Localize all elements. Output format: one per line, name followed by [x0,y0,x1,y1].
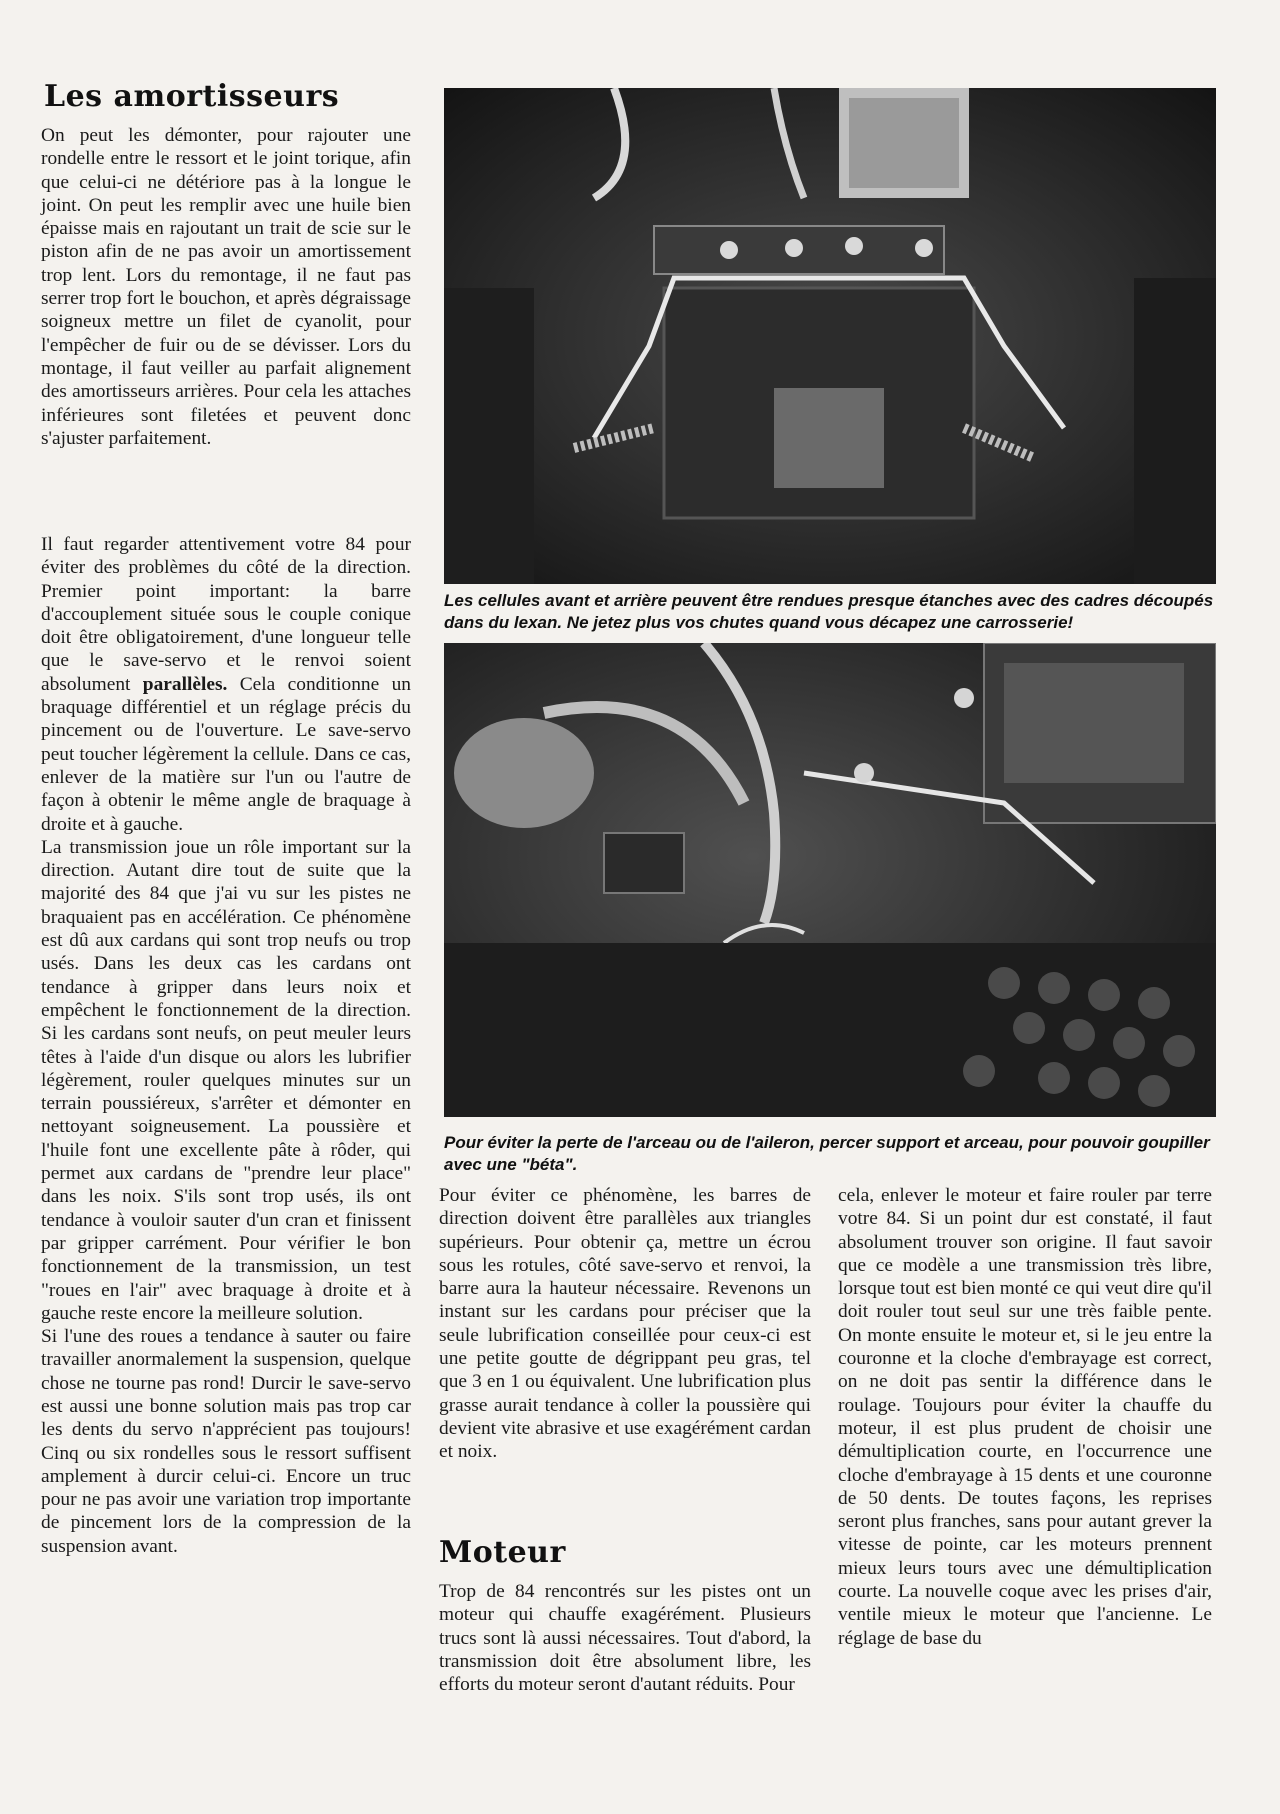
direction-p1-bold: parallèles. [142,673,228,695]
right-column-text: cela, enlever le moteur et faire rouler par terre votre 84. Si un point dur est constaté, il faut absolument trouver son origine. Il faut savoir que ce modèle a une transmission très libre, lorsque tout est bien monté ce qui veut dire qu'il doit rouler tout seul sur une très faible pente. On monte ensuite le moteur et, si le jeu entre la couronne et la cloche d'embrayage est correct, on ne doit pas sentir la différence dans le roulage. Toujours pour éviter la chauffe du moteur, il est plus prudent de choisir une démultiplication courte, en l'occurrence une cloche d'embrayage à 15 dents et une couronne de 50 dents. De toutes façons, les reprises seront plus franches, sans pour autant grever la vitesse de pointe, car les moteurs prennent mieux leurs tours avec une démultiplication courte. La nouvelle coque avec les prises d'air, ventile mieux le moteur que l'ancienne. Le réglage de base du [838,1185,1212,1649]
photo-bottom-image [444,643,1216,1117]
photo-top [444,88,1216,584]
direction-p1-text-end: Cela conditionne un braquage différentiel et un réglage précis du pincement ou de l'ouverture. Le save-servo peut toucher légèrement la cellule. Dans ce cas, enlever de la matière sur l'un ou l'autre de façon à obtenir le même angle de braquage à droite et à gauche. [41,673,411,835]
middle-column-text: Pour éviter ce phénomène, les barres de direction doivent être parallèles aux triangles supérieurs. Pour obtenir ça, mettre un écrou sous les rotules, côté save-servo et renvoi, la barre aura la hauteur nécessaire. Revenons un instant sur les cardans pour préciser que la seule lubrification conseillée pour ceux-ci est une petite goutte de dégrippant peu gras, tel que 3 en 1 ou équivalent. Une lubrification plus grasse aurait tendance à coller la poussière qui devient vite abrasive et use exagérément cardan et noix. [439,1185,811,1463]
amortisseurs-paragraph [41,124,411,450]
direction-p1-text: Il faut regarder attentivement votre 84 pour éviter des problèmes du côté de la direction. Premier point important: la barre d'accouplement située sous le couple conique doit être obligatoirement, d'une longueur telle que le save-servo et le renvoi soient absolument [41,534,411,695]
amortisseurs-text: On peut les démonter, pour rajouter une rondelle entre le ressort et le joint torique, afin que celui-ci ne détériore pas à la longue le joint. On peut les remplir avec une huile bien épaisse mais en rajoutant un trait de scie sur le piston afin de ne pas avoir un amortissement trop lent. Lors du remontage, il ne faut pas serrer trop fort le bouchon, et après dégraissage soigneux mettre un filet de cyanolit, pour l'empêcher de fuir ou de se dévisser. Lors du montage, il faut veiller au parfait alignement des amortisseurs arrières. Pour cela les attaches inférieures sont filetées et peuvent donc s'ajuster parfaitement. [41,125,411,449]
direction-paragraph-3: Si l'une des roues a tendance à sauter ou faire travailler anormalement la suspension, quelque chose ne tourne pas rond! Durcir le save-servo est aussi une bonne solution mais pas trop car les dents du servo n'apprécient pas toujours! Cinq ou six rondelles sous le ressort suffisent amplement à durcir celui-ci. Encore un truc pour ne pas avoir une variation trop importante de pincement lors de la compression de la suspension avant. [41,1326,411,1557]
section-title-moteur: Moteur [439,1535,566,1570]
direction-paragraph-2: La transmission joue un rôle important sur la direction. Autant dire tout de suite que la majorité des 84 que j'ai vu sur les pistes ne braquaient pas en accélération. Ce phénomène est dû aux cardans qui sont trop neufs ou trop usés. Dans les deux cas les cardans ont tendance à gripper dans leurs noix et empêchent le fonctionnement de la direction. Si les cardans sont neufs, on peut meuler leurs têtes à l'aide d'un disque ou alors les lubrifier légèrement, rouler quelques minutes sur un terrain poussiéreux, s'arrêter et démonter en nettoyant soigneusement. La poussière et l'huile font une excellente pâte à rôder, qui permet aux cardans de "prendre leur place" dans les noix. S'ils sont trop usés, ils ont tendance à vouloir sauter d'un cran et finissent par gripper carrément. Pour vérifier le bon fonctionnement de la transmission, un test "roues en l'air" avec braquage à droite et à gauche reste encore la meilleure solution. [41,836,411,1324]
moteur-text: Trop de 84 rencontrés sur les pistes ont un moteur qui chauffe exagérément. Plusieurs trucs sont là aussi nécessaires. Tout d'abord, la transmission doit être absolument libre, les efforts du moteur seront d'autant réduits. Pour [439,1581,811,1696]
photo-top-image [444,88,1216,584]
photo-bottom-caption: Pour éviter la perte de l'arceau ou de l'aileron, percer support et arceau, pour pouvoir goupiller avec une "béta". [444,1133,1210,1174]
right-column-paragraph [838,1184,1212,1650]
moteur-paragraph [439,1580,811,1696]
direction-paragraph-1 [41,533,411,836]
direction-section [41,533,411,1558]
photo-top-caption: Les cellules avant et arrière peuvent être rendues presque étanches avec des cadres découpés dans du lexan. Ne jetez plus vos chutes quand vous décapez une carrosserie! [444,591,1214,632]
section-title-amortisseurs: Les amortisseurs [44,79,340,114]
photo-bottom [444,643,1216,1117]
middle-column-paragraph [439,1184,811,1464]
